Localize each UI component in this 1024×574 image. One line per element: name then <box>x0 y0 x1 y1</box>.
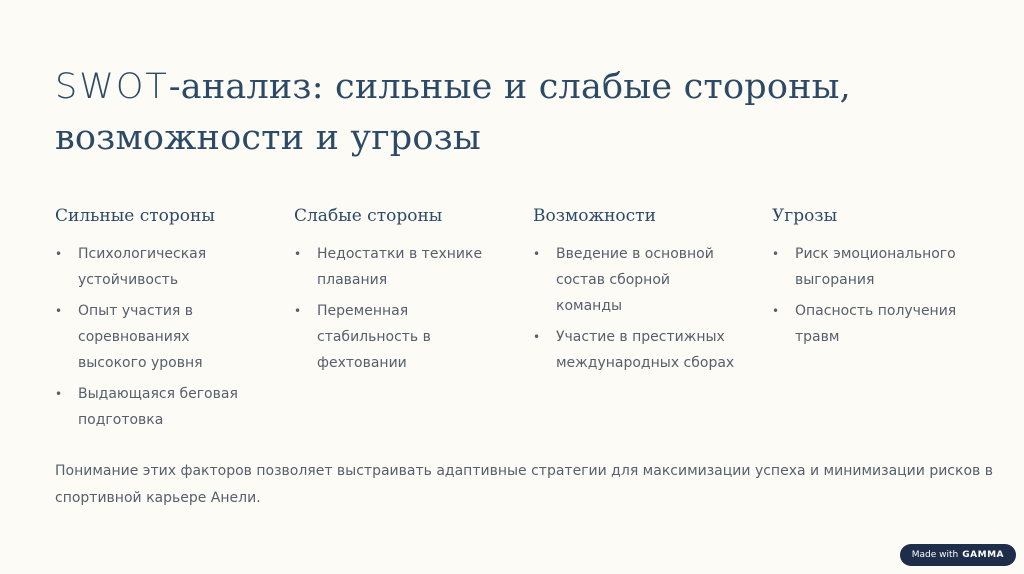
bullet-list <box>772 241 977 350</box>
swot-columns <box>55 205 995 445</box>
column-weaknesses <box>294 205 499 381</box>
bullet-icon: • <box>533 247 541 261</box>
bullet-list <box>294 241 499 376</box>
gamma-logo: GAMMA <box>962 550 1004 560</box>
column-heading: Сильные стороны <box>55 206 215 226</box>
list-item-text: Недостатки в технике плавания <box>317 246 483 288</box>
list-item <box>533 324 738 376</box>
list-item-text: Риск эмоционального выгорания <box>795 246 956 288</box>
list-item-text: Участие в престижных международных сборах <box>556 329 735 371</box>
column-strengths <box>55 205 260 438</box>
bullet-list <box>533 241 738 376</box>
list-item-text: Выдающаяся беговая подготовка <box>78 386 238 428</box>
bullet-icon: • <box>55 387 63 401</box>
list-item-text: Переменная стабильность в фехтовании <box>317 303 431 371</box>
page-title <box>55 62 955 164</box>
title-swot: SWOT <box>55 67 169 107</box>
list-item-text: Психологическая устойчивость <box>78 246 207 288</box>
list-item <box>55 241 260 293</box>
title-line2: возможности и угрозы <box>55 118 481 158</box>
bullet-icon: • <box>772 247 780 261</box>
bullet-icon: • <box>55 247 63 261</box>
list-item <box>533 241 738 319</box>
bullet-icon: • <box>55 304 63 318</box>
made-with-gamma-badge[interactable] <box>900 544 1016 566</box>
bullet-icon: • <box>294 247 302 261</box>
bullet-list <box>55 241 260 433</box>
list-item <box>772 298 977 350</box>
bullet-icon: • <box>533 330 541 344</box>
column-threats <box>772 205 977 355</box>
title-line1-rest: -анализ: сильные и слабые стороны, <box>168 67 852 107</box>
list-item <box>55 298 260 376</box>
column-heading: Угрозы <box>772 206 838 226</box>
list-item <box>294 241 499 293</box>
summary-text: Понимание этих факторов позволяет выстраивать адаптивные стратегии для максимизации успеха и минимизации рисков в спортивной карьере Анели. <box>55 463 993 506</box>
bullet-icon: • <box>294 304 302 318</box>
bullet-icon: • <box>772 304 780 318</box>
list-item-text: Опасность получения травм <box>795 303 957 345</box>
list-item-text: Опыт участия в соревнованиях высокого уровня <box>78 303 203 371</box>
list-item <box>772 241 977 293</box>
column-heading: Слабые стороны <box>294 206 443 226</box>
list-item <box>55 381 260 433</box>
badge-prefix: Made with <box>911 550 959 560</box>
list-item <box>294 298 499 376</box>
list-item-text: Введение в основной состав сборной команды <box>556 246 714 314</box>
column-opportunities <box>533 205 738 381</box>
column-heading: Возможности <box>533 206 656 226</box>
